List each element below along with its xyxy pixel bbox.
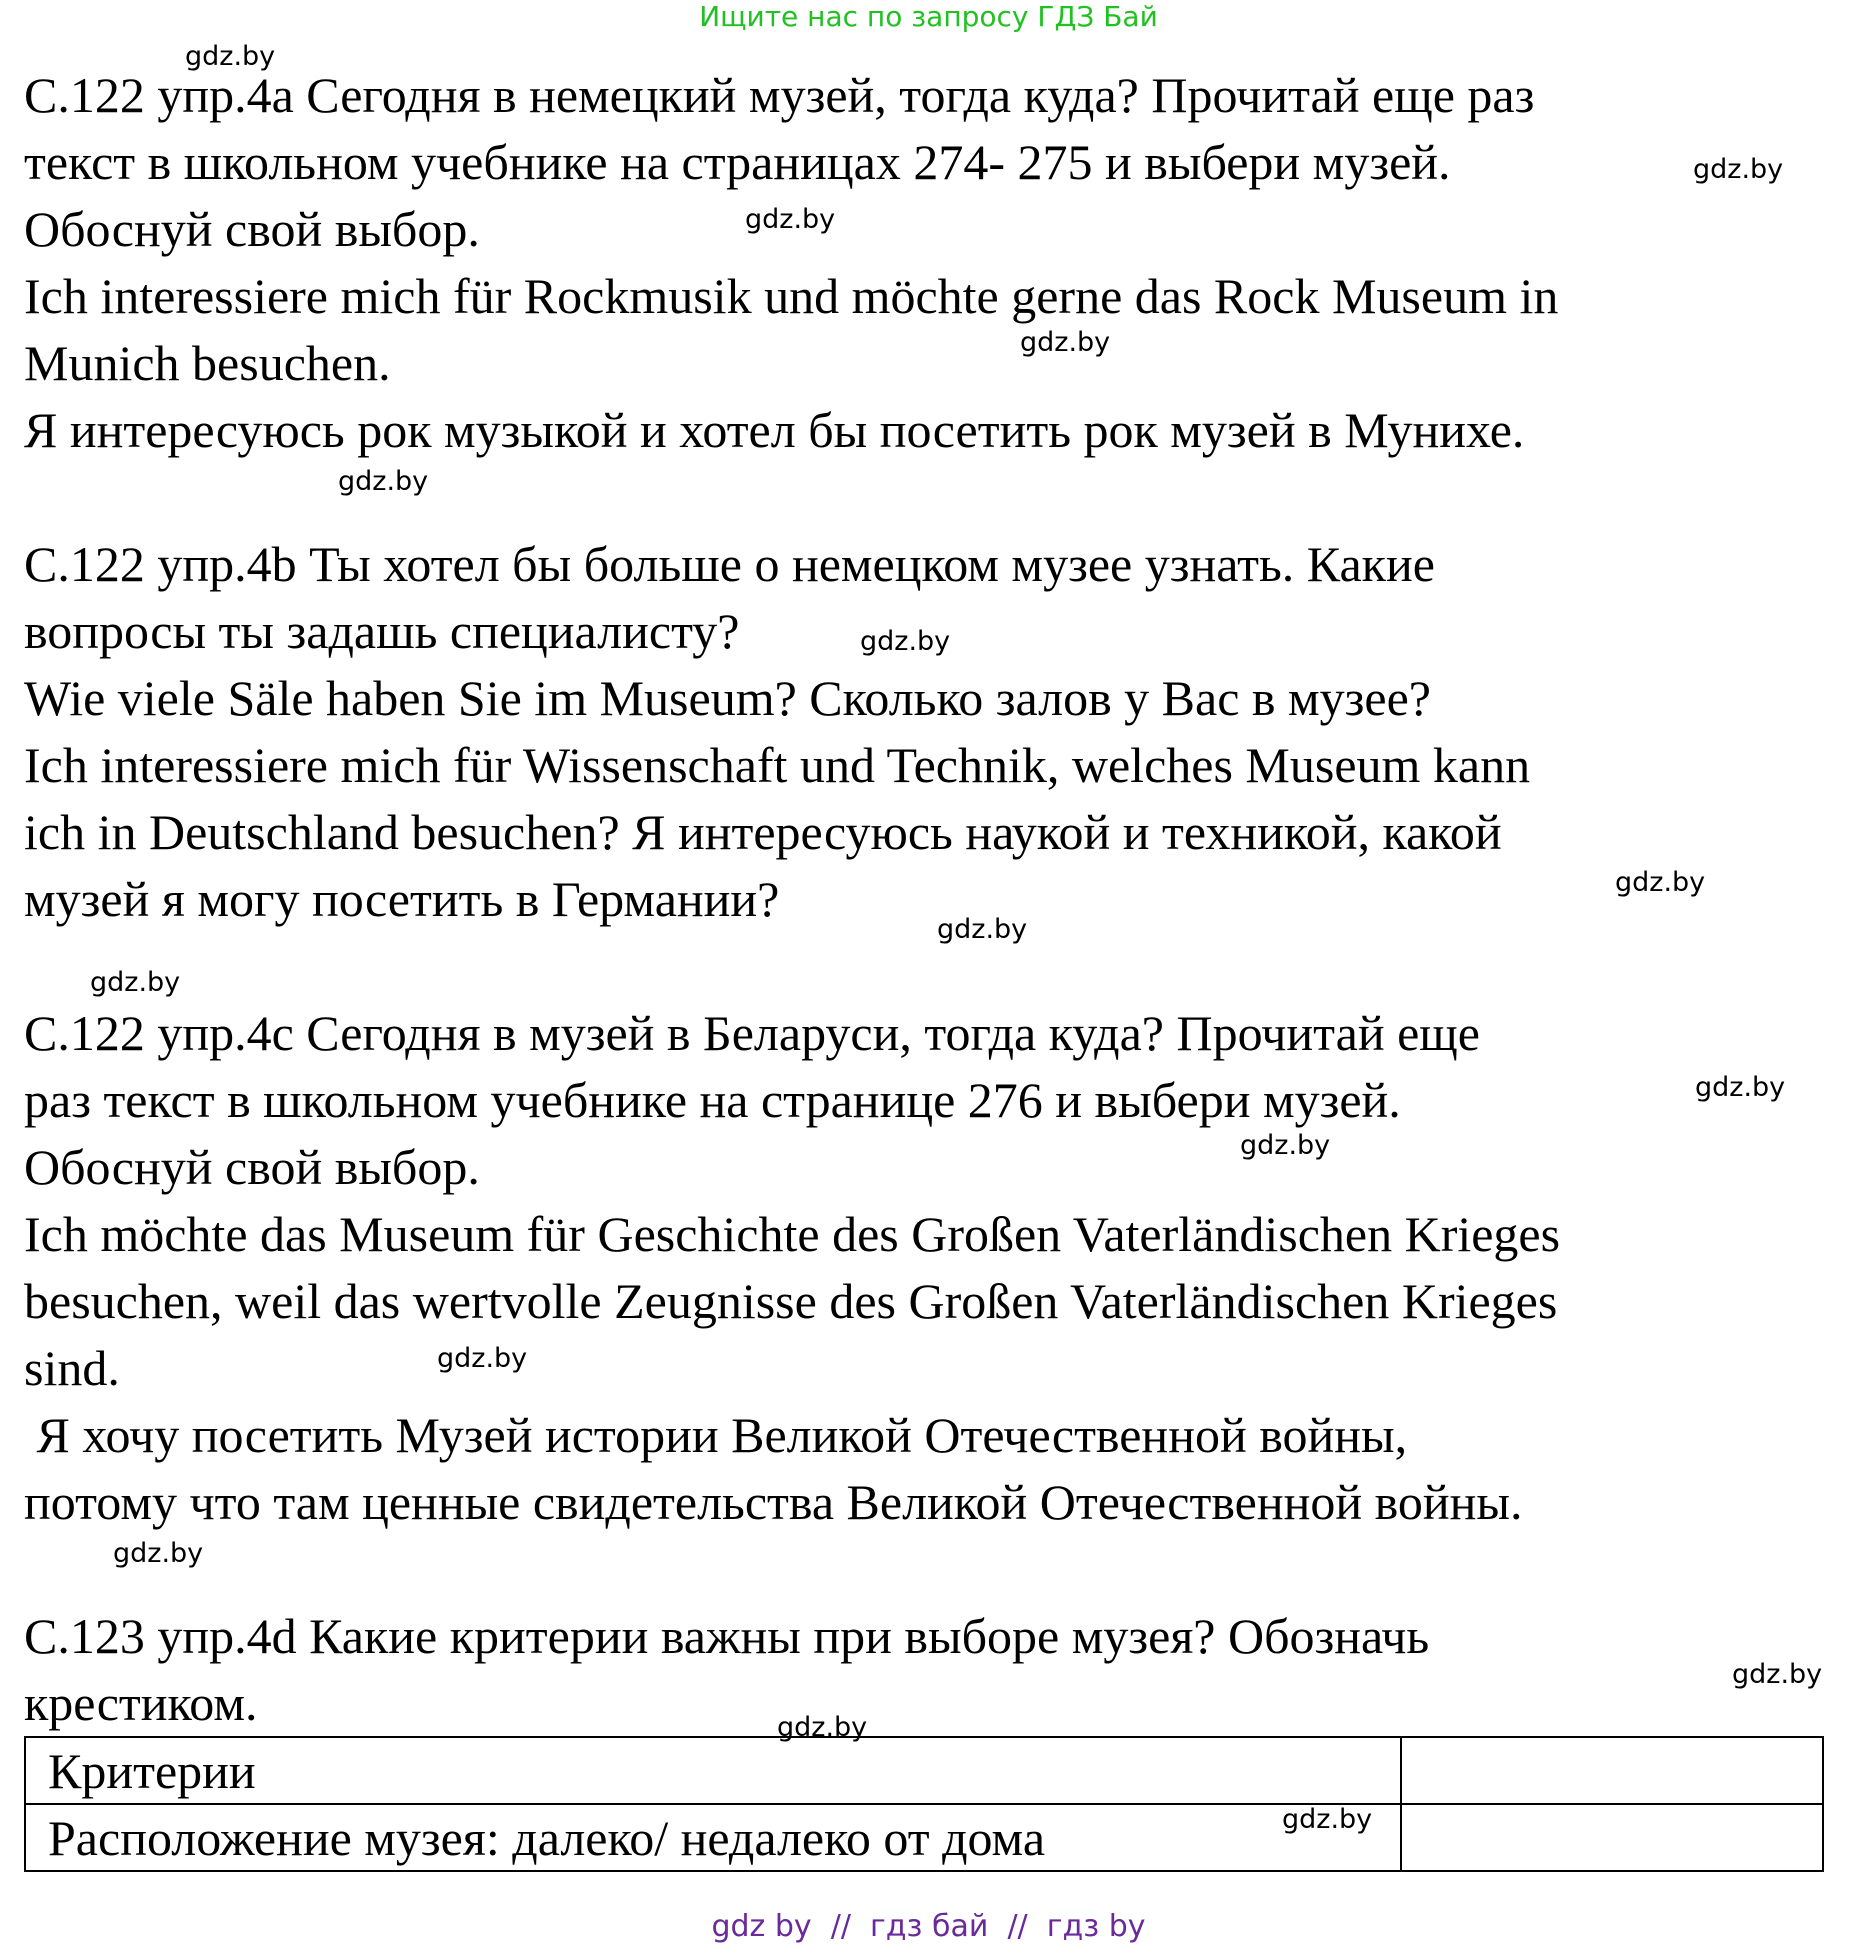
table-cell-mark[interactable] xyxy=(1401,1737,1823,1804)
watermark: gdz.by xyxy=(1020,327,1111,358)
section-spacer xyxy=(24,464,1844,531)
exercise-4c-title-line-3: Обоснуй свой выбор. xyxy=(24,1139,480,1195)
criteria-table xyxy=(24,1736,1824,1872)
table-cell-criteria-header: Критерии xyxy=(25,1737,1401,1804)
watermark: gdz.by xyxy=(1732,1659,1823,1690)
watermark: gdz.by xyxy=(1240,1130,1331,1161)
exercise-4b-answer-line-4: музей я могу посетить в Германии? xyxy=(24,871,780,927)
exercise-4c-title-line-2: раз текст в школьном учебнике на странице 276 и выбери музей. xyxy=(24,1072,1401,1128)
watermark: gdz.by xyxy=(185,41,276,72)
exercise-4c-answer-de-line-2: besuchen, weil das wertvolle Zeugnisse des Großen Vaterländischen Krieges xyxy=(24,1273,1558,1329)
watermark: gdz.by xyxy=(1615,867,1706,898)
exercise-4a-title-line-1: С.122 упр.4а Сегодня в немецкий музей, тогда куда? Прочитай еще раз xyxy=(24,67,1535,123)
table-row xyxy=(25,1804,1823,1871)
watermark: gdz.by xyxy=(745,204,836,235)
watermark: gdz.by xyxy=(1282,1804,1373,1835)
exercise-4d-title-line-1: С.123 упр.4d Какие критерии важны при выборе музея? Обозначь xyxy=(24,1608,1430,1664)
table-cell-mark[interactable] xyxy=(1401,1804,1823,1871)
footer-links: gdz by // гдз бай // гдз by xyxy=(711,1909,1146,1944)
watermark: gdz.by xyxy=(1695,1072,1786,1103)
exercise-4b-answer-line-3: ich in Deutschland besuchen? Я интересуюсь наукой и техникой, какой xyxy=(24,804,1502,860)
document-body xyxy=(24,62,1844,1737)
watermark: gdz.by xyxy=(113,1538,204,1569)
exercise-4a-title-line-3: Обоснуй свой выбор. xyxy=(24,201,480,257)
exercise-4a-title-line-2: текст в школьном учебнике на страницах 274- 275 и выбери музей. xyxy=(24,134,1451,190)
exercise-4c-answer-de-line-3: sind. xyxy=(24,1340,120,1396)
watermark: gdz.by xyxy=(90,967,181,998)
top-banner: Ищите нас по запросу ГДЗ Бай xyxy=(699,0,1158,33)
watermark: gdz.by xyxy=(1693,154,1784,185)
watermark: gdz.by xyxy=(437,1343,528,1374)
watermark: gdz.by xyxy=(860,626,951,657)
exercise-4a-answer-de-line-1: Ich interessiere mich für Rockmusik und möchte gerne das Rock Museum in xyxy=(24,268,1559,324)
exercise-4c-answer-ru-line-1: Я хочу посетить Музей истории Великой Отечественной войны, xyxy=(24,1407,1408,1463)
table-cell-criterion-location: Расположение музея: далеко/ недалеко от дома xyxy=(25,1804,1401,1871)
exercise-4c-title-line-1: С.122 упр.4с Сегодня в музей в Беларуси, тогда куда? Прочитай еще xyxy=(24,1005,1480,1061)
exercise-4c-answer-de-line-1: Ich möchte das Museum für Geschichte des Großen Vaterländischen Krieges xyxy=(24,1206,1561,1262)
exercise-4c-answer-ru-line-2: потому что там ценные свидетельства Великой Отечественной войны. xyxy=(24,1474,1523,1530)
exercise-4a-answer-ru: Я интересуюсь рок музыкой и хотел бы посетить рок музей в Мунихе. xyxy=(24,402,1525,458)
watermark: gdz.by xyxy=(777,1712,868,1743)
exercise-4b-title-line-2: вопросы ты задашь специалисту? xyxy=(24,603,740,659)
exercise-4b-answer-line-1: Wie viele Säle haben Sie im Museum? Сколько залов у Вас в музее? xyxy=(24,670,1431,726)
section-spacer xyxy=(24,933,1844,1000)
watermark: gdz.by xyxy=(338,466,429,497)
exercise-4b-title-line-1: С.122 упр.4b Ты хотел бы больше о немецком музее узнать. Какие xyxy=(24,536,1435,592)
exercise-4a-answer-de-line-2: Munich besuchen. xyxy=(24,335,391,391)
section-spacer xyxy=(24,1536,1844,1603)
exercise-4d-title-line-2: крестиком. xyxy=(24,1675,258,1731)
watermark: gdz.by xyxy=(937,914,1028,945)
exercise-4b-answer-line-2: Ich interessiere mich für Wissenschaft und Technik, welches Museum kann xyxy=(24,737,1531,793)
table-row xyxy=(25,1737,1823,1804)
